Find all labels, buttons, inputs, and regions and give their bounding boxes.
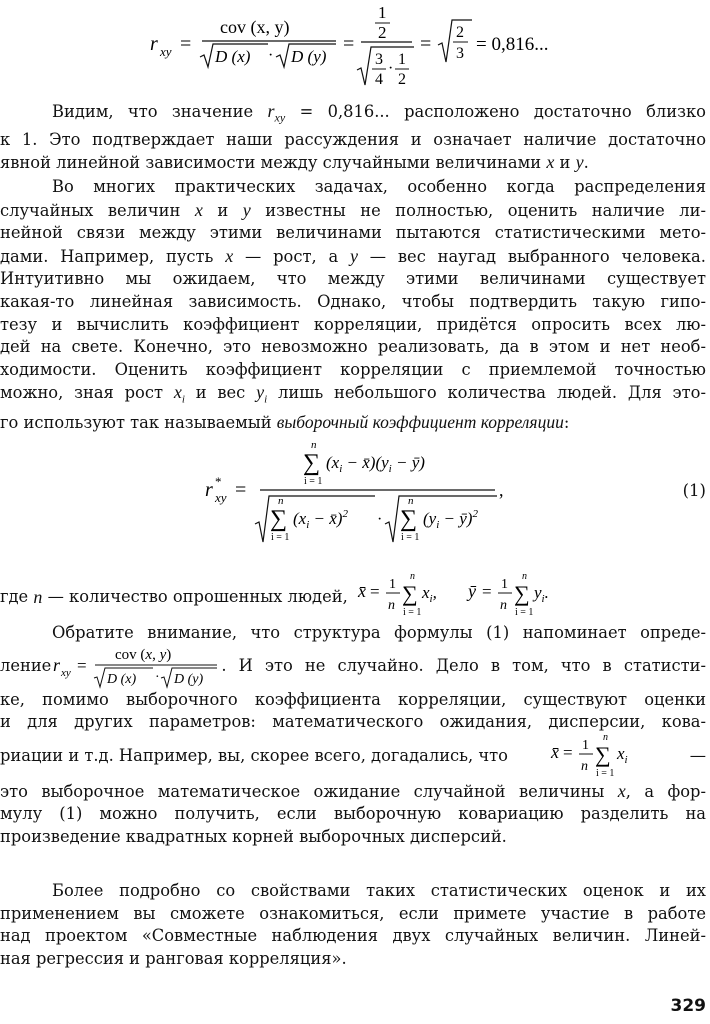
svg-text:(xi − x̄)2: ($x_i$ − x̄)$^2$ — [293, 508, 348, 531]
svg-text:x̄: x̄ — [357, 581, 366, 601]
svg-text:3: 3 — [456, 45, 464, 62]
svg-text:∑: ∑ — [401, 581, 418, 606]
svg-text:=: = — [343, 33, 355, 55]
svg-text:n: n — [580, 758, 588, 774]
svg-text:1: 1 — [500, 577, 508, 592]
svg-text:2: 2 — [456, 24, 464, 41]
svg-text:n: n — [408, 495, 414, 507]
sample-correlation-formula — [205, 438, 525, 558]
svg-text:n: n — [499, 598, 507, 613]
page-number: 329 — [670, 996, 706, 1016]
svg-text:∑: ∑ — [594, 741, 611, 767]
equation-number: (1) — [682, 481, 706, 500]
svg-text:n: n — [278, 495, 284, 507]
svg-text:,: , — [499, 480, 504, 500]
r-subscript: xy — [160, 44, 172, 59]
svg-text:i = 1: i = 1 — [304, 476, 323, 487]
svg-text:D (x): D (x) — [107, 671, 137, 687]
svg-text:n: n — [409, 573, 415, 582]
svg-text:=: = — [180, 33, 192, 55]
svg-text:∑: ∑ — [400, 506, 418, 532]
svg-text:3: 3 — [375, 51, 383, 68]
svg-text:xi,: $x_i$, — [421, 583, 437, 605]
paragraph-3: Обратите внимание, что структура формулы (1) напоминает опреде- ление r xy = cov (x, y) D (x) · D (y) . И это не случайно. Дело в том, что в статисти- ке, помимо выборочного коэффициента корреляции, существуют оценки и для других параметров: математического ожидания, дисперсии, кова- риации и т.д. Например, вы, скорее всего, догадались, что x̄ = 1 n n ∑ i = 1 $x_i$ — это выборочное математическое ожидание случайной величины x, а фор- мулу (1) можно получить, если выборочную ковариацию разделить на произведение квадратных корней выборочных дисперсий. — [0, 623, 706, 846]
svg-text:=: = — [235, 479, 247, 501]
svg-text:·: · — [268, 47, 274, 64]
svg-text:i = 1: i = 1 — [271, 532, 290, 543]
svg-text:n: n — [387, 598, 395, 613]
svg-text:∑: ∑ — [303, 450, 321, 476]
svg-text:∑: ∑ — [270, 506, 288, 532]
svg-text:·: · — [155, 669, 160, 685]
svg-text:D (y): D (y) — [174, 671, 204, 687]
svg-text:1: 1 — [388, 577, 396, 592]
svg-text:n: n — [602, 733, 608, 743]
d-y: D (y) — [291, 47, 327, 66]
r-symbol: r — [150, 33, 158, 55]
correlation-formula-top — [150, 0, 570, 92]
cov-numerator: cov (x, y) — [220, 17, 290, 37]
svg-text:*: * — [215, 474, 222, 489]
svg-text:n: n — [521, 573, 527, 582]
svg-text:yi.: $y_i$. — [533, 583, 549, 605]
svg-text:r: r — [53, 654, 61, 675]
svg-text:xi: $x_i$ — [616, 743, 628, 766]
where-line: где n — количество опрошенных людей, x̄ = 1 n n ∑ i = 1 $x_i$, ȳ = 1 n n ∑ i = 1 $y_i$. — [0, 573, 549, 618]
svg-text:(yi − ȳ)2: ($y_i$ − ȳ)$^2$ — [423, 508, 478, 531]
correlation-result: = 0,816... — [476, 34, 549, 55]
svg-text:=: = — [77, 655, 87, 675]
svg-text:i = 1: i = 1 — [514, 607, 534, 618]
svg-text:2: 2 — [378, 23, 387, 42]
svg-text:=: = — [481, 582, 492, 601]
svg-text:1: 1 — [581, 737, 589, 753]
svg-text:·: · — [388, 60, 394, 77]
svg-text:1: 1 — [398, 51, 406, 68]
svg-text:∑: ∑ — [513, 581, 530, 606]
svg-text:=: = — [369, 582, 380, 601]
svg-text:ȳ: ȳ — [467, 581, 476, 601]
sample-correlation-term: выборочный коэффициент корреляции — [276, 412, 564, 433]
svg-text:r: r — [205, 479, 213, 501]
svg-text:i = 1: i = 1 — [595, 767, 615, 779]
paragraph-4: Более подробно со свойствами таких статистических оценок и их применением вы сможете ознакомиться, если примете участие в работе над проектом «Совместные наблюдения двух случайных величин. Линей- ная регрессия и ранговая корреляция». — [0, 881, 706, 968]
paragraph-1: Видим, что значение $r_{xy} = 0,816$... расположено достаточно близко к 1. Это подтверждает наши рассуждения и означает наличие достаточно явной линейной зависимости между случайными величинами x и y. — [0, 101, 706, 173]
svg-text:=: = — [420, 33, 432, 55]
svg-text:xy: xy — [61, 666, 72, 679]
svg-text:=: = — [562, 742, 573, 762]
paragraph-2: Во многих практических задачах, особенно когда распределения случайных величин x и y известны не полностью, оценить наличие ли- нейной связи между этими величинами пытаются статистическими мето- дами. Например, пусть x — рост, а y — вес наугад выбранного человека. Интуитивно мы ожидаем, что между этими величинами существует какая-то линейная зависимость. Однако, чтобы подтвердить такую гипо- тезу и вычислить коэффициент корреляции, придётся опросить всех лю- дей на свете. Конечно, это невозможно реализовать, да в этом и нет необ- ходимости. Оценить коэффициент корреляции с приемлемой точностью можно, зная рост $x_i$ и вес $y_i$ лишь небольшого количества людей. Для это- го используют так называемый выборочный коэффициент корреляции: — [0, 177, 706, 433]
svg-text:·: · — [377, 511, 383, 528]
svg-text:i = 1: i = 1 — [401, 532, 420, 543]
svg-text:cov (x, y): cov (x, y) — [115, 646, 172, 663]
svg-text:1: 1 — [378, 3, 387, 22]
svg-text:n: n — [311, 439, 317, 451]
svg-text:4: 4 — [375, 71, 383, 88]
svg-text:xy: xy — [215, 490, 227, 505]
d-x: D (x) — [215, 47, 251, 66]
svg-text:(xi − x̄)(yi − ȳ): ($x_i$ − $x̄)(y_i$ − ȳ) — [326, 453, 425, 475]
svg-text:i = 1: i = 1 — [402, 607, 422, 618]
svg-text:x̄: x̄ — [550, 741, 559, 762]
svg-text:2: 2 — [398, 71, 406, 88]
